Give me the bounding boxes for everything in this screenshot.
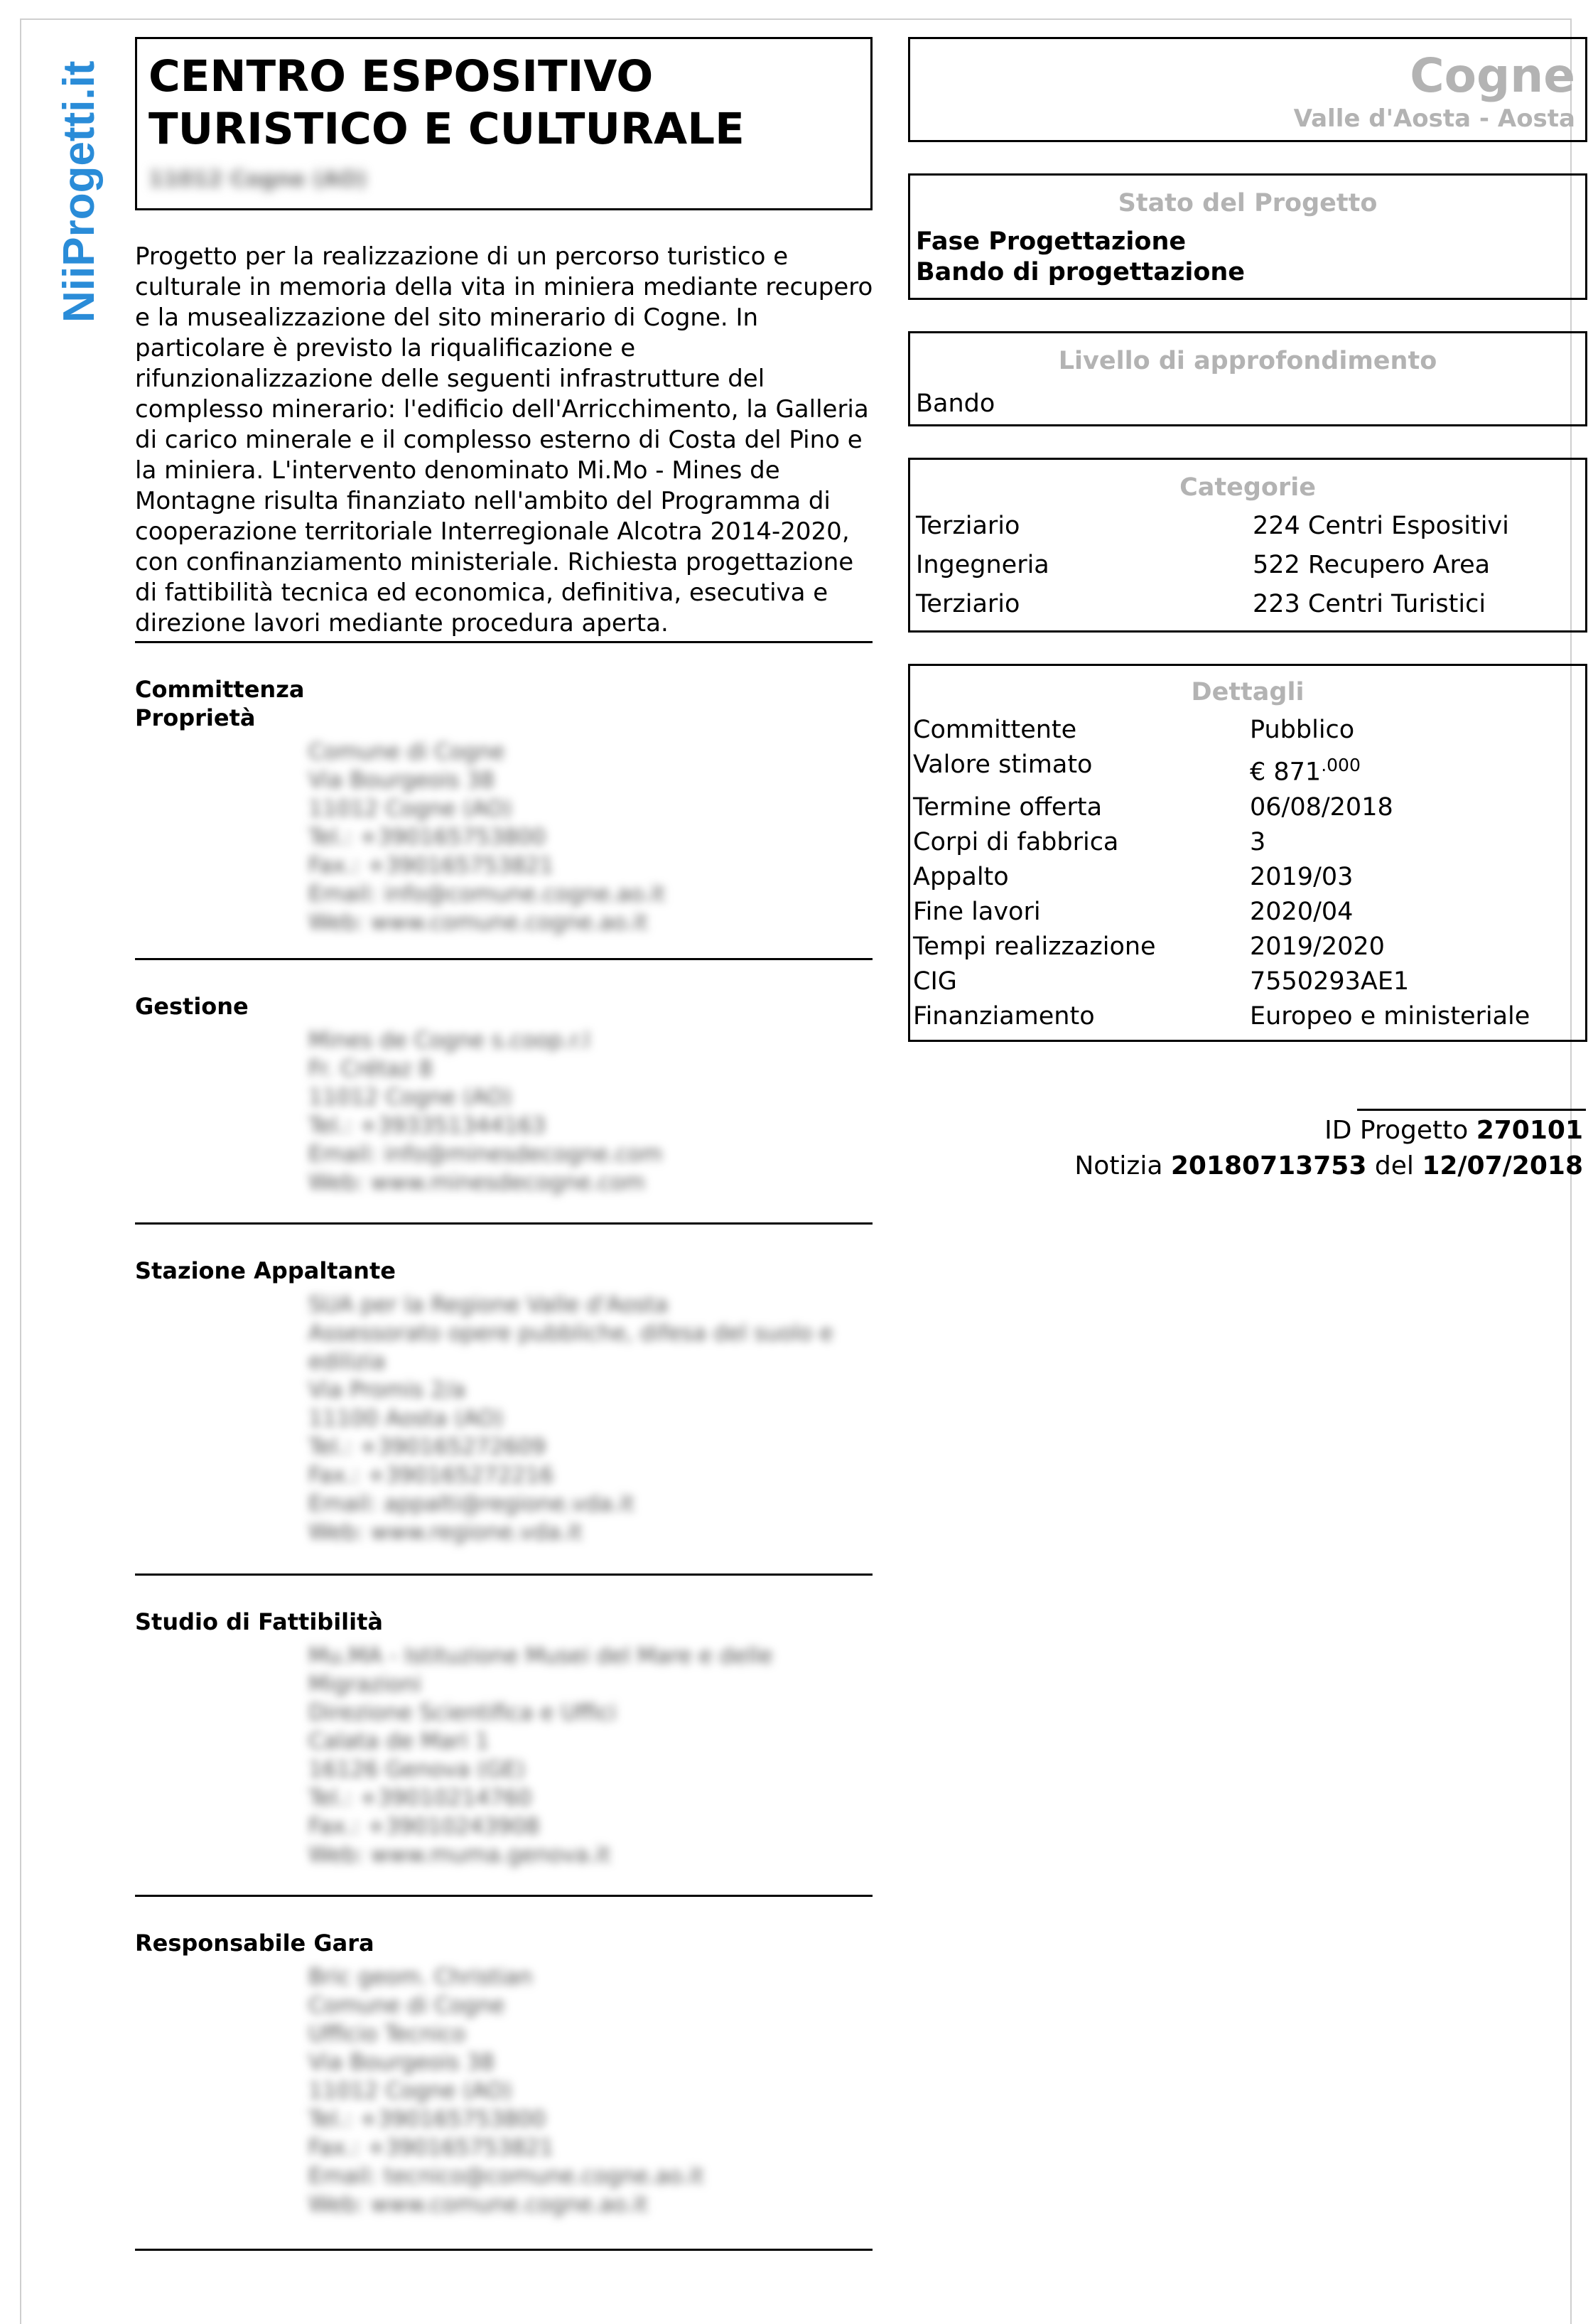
contact-line: Email: info@minesdecogne.com [308, 1141, 663, 1167]
category-row [910, 585, 1585, 624]
detail-value [1250, 748, 1585, 790]
city-name: Cogne [1410, 48, 1575, 103]
contact-line: Via Bourgeois 38 [308, 768, 495, 793]
location-box [908, 37, 1587, 142]
contact-line: Tel.: +390165272609 [308, 1434, 546, 1460]
project-description: Progetto per la realizzazione di un percorso turistico e culturale in memoria della vita in miniera mediante recupero e la musealizzazione del sito minerario di Cogne. In particolare è previsto la riqualificazione e rifunzionalizzazione delle seguenti infrastrutture del complesso minerario: l'edificio dell'Arricchimento, la Galleria di carico minerale e il complesso esterno di Costa del Pino e la miniera. L'intervento denominato Mi.Mo - Mines de Montagne risulta finanziato nell'ambito del Programma di cooperazione territoriale Interregionale Alcotra 2014-2020, con confinanziamento ministeriale. Richiesta progettazione di fattibilità tecnica ed economica, definitiva, esecutiva e direzione lavori mediante procedura aperta. [135, 242, 873, 638]
detail-row [910, 825, 1585, 860]
section-title: Studio di Fattibilità [135, 1608, 383, 1635]
status-heading: Stato del Progetto [1118, 189, 1378, 217]
brand-logo-text: NiiProgetti.it [55, 60, 104, 323]
detail-label: Finanziamento [913, 1001, 1095, 1031]
level-box [908, 331, 1587, 426]
section-divider [135, 1895, 873, 1897]
project-title-line1: CENTRO ESPOSITIVO [148, 51, 654, 102]
contact-line: 11012 Cogne (AO) [308, 1085, 512, 1110]
section-title: Stazione Appaltante [135, 1257, 396, 1284]
contact-line: Email: appalti@regione.vda.it [308, 1491, 634, 1517]
contact-lines-blurred [308, 738, 873, 937]
section-title: Committenza Proprietà [135, 676, 305, 731]
contact-line: SUA per la Regione Valle d'Aosta [308, 1292, 669, 1318]
section-gestione [135, 992, 873, 1197]
contact-line: Fax.: +390165753821 [308, 2135, 554, 2161]
detail-row [910, 748, 1585, 790]
details-box [908, 664, 1587, 1042]
project-title-line2: TURISTICO E CULTURALE [148, 104, 745, 154]
project-id-value: 270101 [1476, 1116, 1583, 1145]
detail-value: 06/08/2018 [1250, 792, 1393, 822]
detail-value: 2019/03 [1250, 862, 1354, 891]
detail-value: Pubblico [1250, 716, 1355, 744]
section-divider [135, 1222, 873, 1225]
contact-line: Fr. Crétaz 8 [308, 1056, 433, 1082]
categories-box [908, 458, 1587, 633]
project-title-box [135, 37, 873, 210]
contact-line: Web: www.regione.vda.it [308, 1519, 583, 1545]
detail-value: 3 [1250, 827, 1266, 856]
detail-row [910, 964, 1585, 999]
notice-date-label: del [1374, 1151, 1414, 1180]
section-stazione-appaltante [135, 1257, 873, 1546]
contact-line: Tel.: +390165753800 [308, 824, 546, 850]
contact-line: Email: tecnico@comune.cogne.ao.it [308, 2163, 704, 2189]
detail-row [910, 860, 1585, 895]
contact-line: Comune di Cogne [308, 739, 505, 765]
notice-date-value: 12/07/2018 [1422, 1151, 1583, 1180]
details-heading: Dettagli [1191, 678, 1305, 706]
contact-line: 11012 Cogne (AO) [308, 796, 512, 822]
level-value: Bando [916, 389, 995, 418]
categories-heading: Categorie [1179, 473, 1316, 502]
section-responsabile-gara [135, 1929, 873, 2219]
contact-line: Direzione Scientifica e Uffici [308, 1700, 617, 1726]
detail-label: Appalto [913, 862, 1009, 891]
contact-line: 11012 Cogne (AO) [308, 2078, 512, 2104]
contact-lines-blurred [308, 1026, 873, 1197]
contact-line: Email: info@comune.cogne.ao.it [308, 881, 666, 907]
estimated-value: € 871 [1250, 758, 1322, 787]
project-location-blurred: 11012 Cogne (AO) [148, 167, 367, 192]
detail-label: Corpi di fabbrica [913, 827, 1119, 856]
detail-row [910, 930, 1585, 964]
category-sector: Ingegneria [916, 551, 1049, 579]
contact-line: Via Bourgeois 38 [308, 2050, 495, 2075]
detail-value: 2020/04 [1250, 897, 1354, 926]
level-heading: Livello di approfondimento [1058, 347, 1437, 375]
detail-value: 2019/2020 [1250, 932, 1385, 961]
section-committenza [135, 675, 873, 937]
notice-line [1074, 1148, 1583, 1184]
contact-line: Web: www.comune.cogne.ao.it [308, 2192, 648, 2217]
project-title [148, 50, 870, 156]
region-name: Valle d'Aosta - Aosta [1293, 104, 1575, 133]
section-divider [135, 641, 873, 643]
contact-line: Migrazioni [308, 1672, 421, 1697]
detail-row [910, 713, 1585, 748]
detail-label: Tempi realizzazione [913, 932, 1156, 961]
category-sector: Terziario [916, 590, 1020, 618]
section-divider [135, 2249, 873, 2251]
category-row [910, 546, 1585, 585]
project-id-line [1074, 1113, 1583, 1148]
estimated-value-thousands: .000 [1321, 755, 1361, 775]
notice-label: Notizia [1074, 1151, 1163, 1180]
category-row [910, 507, 1585, 546]
brand-logo[interactable] [51, 38, 108, 323]
contact-line: Tel.: +390165753800 [308, 2107, 546, 2132]
project-id-block [1074, 1113, 1583, 1184]
status-detail: Bando di progettazione [916, 258, 1246, 286]
category-value: 223 Centri Turistici [1253, 590, 1486, 618]
detail-label: CIG [913, 967, 957, 996]
detail-row [910, 895, 1585, 930]
contact-line: Fax.: +390165753821 [308, 853, 554, 878]
id-divider [1357, 1109, 1586, 1111]
detail-value: 7550293AE1 [1250, 967, 1410, 996]
status-phase: Fase Progettazione [916, 227, 1187, 256]
detail-label: Fine lavori [913, 897, 1041, 926]
detail-label: Valore stimato [913, 751, 1093, 779]
detail-value: Europeo e ministeriale [1250, 1001, 1530, 1031]
contact-line: Fax.: +390165272216 [308, 1463, 554, 1488]
project-status-box [908, 173, 1587, 300]
detail-row [910, 790, 1585, 825]
contact-line: Assessorato opere pubbliche, difesa del suolo e [308, 1320, 833, 1346]
contact-line: Calata de Mari 1 [308, 1728, 490, 1754]
category-value: 224 Centri Espositivi [1253, 512, 1509, 540]
contact-line: Web: www.comune.cogne.ao.it [308, 910, 648, 935]
contact-lines-blurred [308, 1963, 873, 2219]
contact-line: Ufficio Tecnico [308, 2021, 466, 2047]
contact-line: Web: www.muma.genova.it [308, 1842, 611, 1868]
contact-line: Mines de Cogne s.coop.r.l [308, 1028, 590, 1053]
contact-line: Tel.: +393351344163 [308, 1113, 546, 1139]
detail-label: Committente [913, 716, 1077, 744]
section-divider [135, 958, 873, 960]
contact-line: 11100 Aosta (AO) [308, 1406, 504, 1431]
section-title: Gestione [135, 993, 249, 1020]
contact-line: edilizia [308, 1349, 386, 1375]
contact-lines-blurred [308, 1291, 873, 1546]
contact-line: Comune di Cogne [308, 1993, 505, 2018]
contact-line: Tel.: +39010214760 [308, 1785, 532, 1811]
section-divider [135, 1573, 873, 1576]
category-value: 522 Recupero Area [1253, 551, 1491, 579]
contact-line: Bric geom. Christian [308, 1964, 533, 1990]
project-id-label: ID Progetto [1324, 1116, 1469, 1145]
detail-row [910, 999, 1585, 1034]
section-studio-fattibilita [135, 1608, 873, 1869]
contact-lines-blurred [308, 1642, 873, 1869]
contact-line: Mu.MA - Istituzione Musei del Mare e delle [308, 1643, 773, 1669]
detail-label: Termine offerta [913, 792, 1103, 822]
section-title: Responsabile Gara [135, 1930, 374, 1957]
notice-value: 20180713753 [1170, 1151, 1367, 1180]
contact-line: Fax.: +39010243908 [308, 1814, 540, 1839]
contact-line: Web: www.minesdecogne.com [308, 1170, 645, 1195]
category-sector: Terziario [916, 512, 1020, 540]
contact-line: Via Promis 2/a [308, 1377, 466, 1403]
contact-line: 16126 Genova (GE) [308, 1757, 526, 1782]
